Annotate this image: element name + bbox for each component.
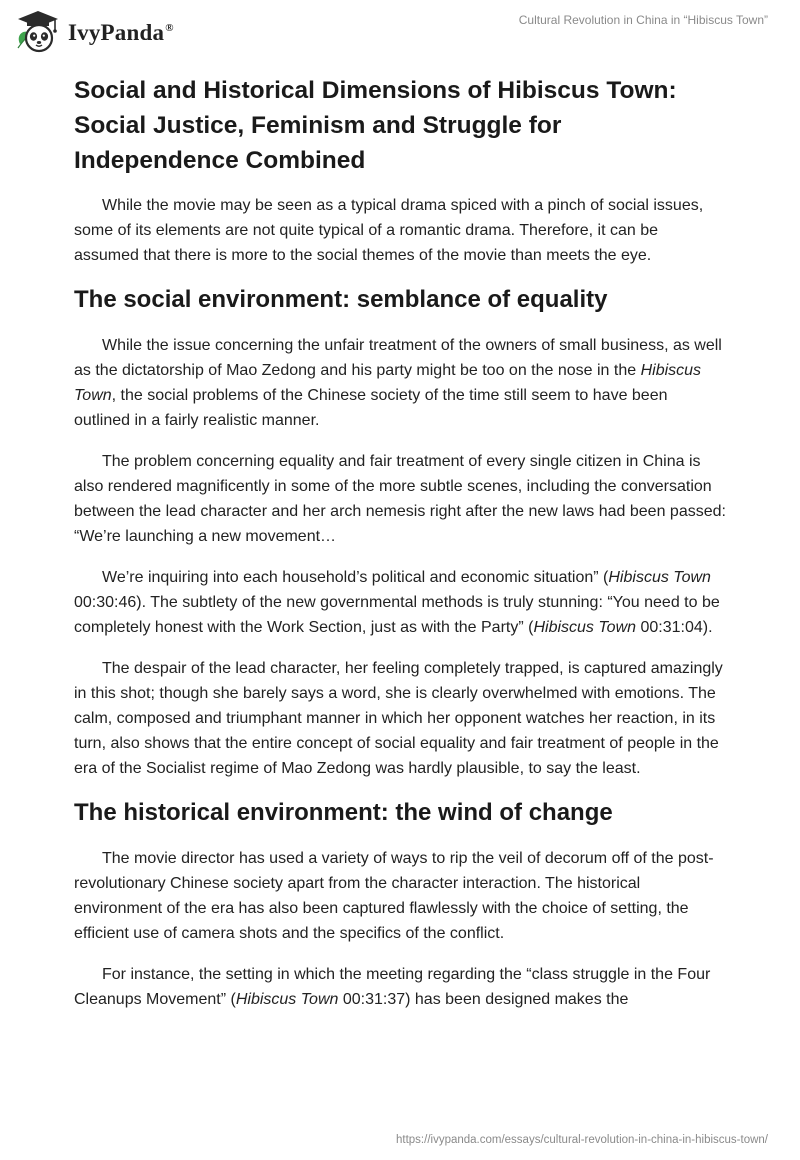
section-heading-historical: The historical environment: the wind of change bbox=[74, 799, 613, 826]
panda-logo-icon bbox=[14, 8, 62, 54]
source-url-link[interactable]: https://ivypanda.com/essays/cultural-revolution-in-china-in-hibiscus-town/ bbox=[396, 1134, 768, 1146]
registered-mark: ® bbox=[165, 22, 174, 35]
article-title: Social and Historical Dimensions of Hibiscus Town: Social Justice, Feminism and Struggle for Independence Combined bbox=[74, 77, 677, 174]
film-title-citation: Hibiscus Town bbox=[533, 619, 637, 636]
ivypanda-logo[interactable] bbox=[14, 8, 174, 54]
document-title: Cultural Revolution in China in “Hibiscus Town” bbox=[518, 13, 768, 27]
page-header bbox=[0, 0, 800, 70]
article-body bbox=[74, 73, 726, 1028]
section-heading-social: The social environment: semblance of equality bbox=[74, 286, 608, 313]
film-title-citation: Hibiscus Town bbox=[74, 362, 702, 404]
paragraph: For instance, the setting in which the meeting regarding the “class struggle in the Four Cleanups Movement” (Hibiscus Town 00:31:37) has been designed makes the bbox=[74, 966, 711, 1008]
intro-paragraph: While the movie may be seen as a typical drama spiced with a pinch of social issues, some of its elements are not quite typical of a romantic drama. Therefore, it can be assumed that there is more to the social themes of the movie than meets the eye. bbox=[74, 197, 704, 264]
paragraph: The movie director has used a variety of ways to rip the veil of decorum off of the post-revolutionary Chinese society apart from the character interaction. The historical environment of the era has also been captured flawlessly with the choice of setting, the efficient use of camera shots and the specifics of the conflict. bbox=[74, 850, 714, 942]
film-title-citation: Hibiscus Town bbox=[608, 569, 711, 586]
logo-wordmark: IvyPanda® bbox=[68, 20, 174, 45]
paragraph: While the issue concerning the unfair treatment of the owners of small business, as well as the dictatorship of Mao Zedong and his party might be too on the nose in the Hibiscus Town, the social problems of the Chinese society of the time still seem to have been outlined in a fairly realistic manner. bbox=[74, 337, 722, 429]
paragraph: We’re inquiring into each household’s political and economic situation” (Hibiscus Town 00:30:46). The subtlety of the new governmental methods is truly stunning: “You need to be completely honest with the Work Section, just as with the Party” (Hibiscus Town 00:31:04). bbox=[74, 569, 720, 636]
film-title-citation: Hibiscus Town bbox=[235, 991, 339, 1008]
paragraph: The despair of the lead character, her feeling completely trapped, is captured amazingly in this shot; though she barely says a word, she is clearly overwhelmed with emotions. The calm, composed and triumphant manner in which her opponent watches her reaction, in its turn, also shows that the entire concept of social equality and fair treatment of people in the era of the Socialist regime of Mao Zedong was hardly plausible, to say the least. bbox=[74, 660, 723, 777]
paragraph: The problem concerning equality and fair treatment of every single citizen in China is also rendered magnificently in some of the more subtle scenes, including the conversation between the lead character and her arch nemesis right after the new laws had been passed: “We’re launching a new movement… bbox=[74, 453, 726, 545]
